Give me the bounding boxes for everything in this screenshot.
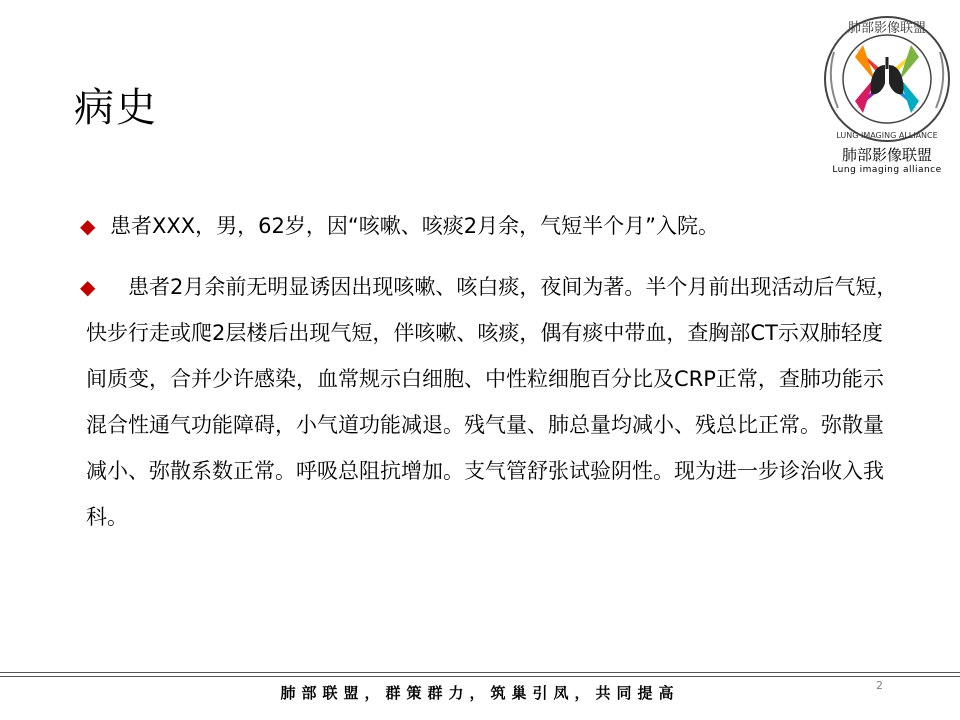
diamond-bullet-icon: ◆	[80, 275, 96, 299]
bullet-text-1: 患者XXX，男，62岁，因“咳嗽、咳痰2月余，气短半个月”入院。	[110, 214, 719, 238]
page-number: 2	[876, 679, 883, 692]
diamond-bullet-icon: ◆	[80, 214, 96, 238]
bullet-item-1	[80, 203, 900, 249]
logo-arc-text: 肺部影像联盟	[847, 21, 927, 36]
footer-divider	[0, 672, 960, 673]
logo-en-arc-text: LUNG IMAGING ALLIANCE	[836, 131, 938, 140]
footer-divider	[0, 676, 960, 677]
logo-en-caption: Lung imaging alliance	[832, 165, 942, 175]
bullet-item-2	[80, 264, 900, 540]
slide-title: 病史	[74, 85, 158, 131]
footer-slogan: 肺部联盟，群策群力，筑巢引凤，共同提高	[280, 684, 680, 702]
bullet-text-2: 患者2月余前无明显诱因出现咳嗽、咳白痰，夜间为著。半个月前出现活动后气短，快步行走或爬2层楼后出现气短，伴咳嗽、咳痰，偶有痰中带血，查胸部CT示双肺轻度间质变，合并少许感染，血常规示白细胞、中性粒细胞百分比及CRP正常，查肺功能示混合性通气功能障碍，小气道功能减退。残气量、肺总量均减小、残总比正常。弥散量减小、弥散系数正常。呼吸总阻抗增加。支气管舒张试验阴性。现为进一步诊治收入我科。	[86, 275, 898, 529]
lung-imaging-alliance-logo	[818, 12, 956, 182]
logo-cn-caption: 肺部影像联盟	[841, 146, 932, 164]
